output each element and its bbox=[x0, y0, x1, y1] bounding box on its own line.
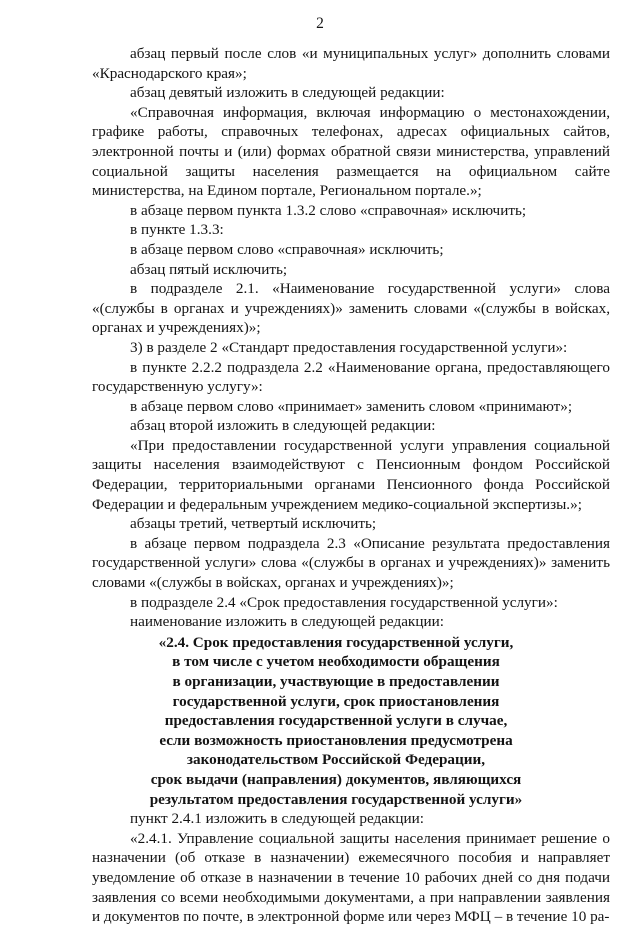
paragraph: «При предоставлении государственной услуги управления социальной защиты населения взаимодействуют с Пенсионным фондом Российской Федерации, территориальными органами Пенсионного фонда Российской Федерации и федеральным учреждением медико-социальной экспертизы.»; bbox=[92, 436, 610, 513]
paragraph: в абзаце первом пункта 1.3.2 слово «справочная» исключить; bbox=[130, 201, 527, 219]
document-body bbox=[92, 44, 610, 927]
heading-line: результатом предоставления государственной услуги» bbox=[149, 790, 523, 808]
heading-line: государственной услуги, срок приостановления bbox=[172, 692, 500, 710]
paragraph: «Справочная информация, включая информацию о местонахождении, графике работы, справочных телефонах, адресах официальных сайтов, электронной почты и (или) формах обратной связи министерства, управлений социальной защиты населения размещается на официальном сайте министерства, на Едином портале, Региональном портале.»; bbox=[92, 103, 610, 200]
paragraph: в подразделе 2.4 «Срок предоставления государственной услуги»: bbox=[130, 593, 558, 611]
heading-line: в том числе с учетом необходимости обращения bbox=[172, 653, 500, 671]
paragraph: абзац первый после слов «и муниципальных услуг» дополнить словами «Краснодарского края»; bbox=[92, 45, 610, 82]
paragraph: наименование изложить в следующей редакции: bbox=[130, 613, 444, 631]
paragraph: абзац второй изложить в следующей редакции: bbox=[130, 417, 436, 435]
paragraph: в абзаце первом слово «справочная» исключить; bbox=[130, 240, 444, 258]
paragraph: пункт 2.4.1 изложить в следующей редакции: bbox=[130, 810, 424, 828]
heading-line: предоставления государственной услуги в случае, bbox=[164, 712, 508, 730]
paragraph: абзацы третий, четвертый исключить; bbox=[130, 515, 377, 533]
paragraph: в абзаце первом подраздела 2.3 «Описание результата предоставления государственной услуги» слова «(службы в органах и учреждениях)» заменить словами «(службы в войсках, органах и учреждениях)»; bbox=[92, 534, 610, 592]
paragraph: в абзаце первом слово «принимает» заменить словом «принимают»; bbox=[130, 397, 573, 415]
paragraph: в подразделе 2.1. «Наименование государственной услуги» слова «(службы в органах и учреждениях)» заменить словами «(службы в войсках, органах и учреждениях)»; bbox=[92, 280, 610, 337]
paragraph: в пункте 2.2.2 подраздела 2.2 «Наименование органа, предоставляющего государственную услугу»: bbox=[92, 358, 610, 396]
page-number: 2 bbox=[316, 15, 324, 32]
paragraph: абзац девятый изложить в следующей редакции: bbox=[130, 84, 445, 102]
paragraph: в пункте 1.3.3: bbox=[130, 221, 224, 239]
heading-line: законодательством Российской Федерации, bbox=[186, 751, 486, 769]
paragraph: абзац пятый исключить; bbox=[130, 260, 288, 278]
paragraph: 3) в разделе 2 «Стандарт предоставления государственной услуги»: bbox=[130, 338, 568, 356]
heading-line: если возможность приостановления предусмотрена bbox=[159, 731, 513, 749]
paragraph: «2.4.1. Управление социальной защиты населения принимает решение о назначении (об отказе в назначении) ежемесячного пособия и направляет уведомление об отказе в назначении в течение 10 рабочих дней со дня подачи заявления со всеми необходимыми документами, а при направлении заявления и документов по почте, в электронной форме или через МФЦ – в течение 10 ра- bbox=[92, 829, 610, 926]
heading-line: срок выдачи (направления) документов, являющихся bbox=[150, 770, 522, 788]
heading-line: в организации, участвующие в предоставлении bbox=[172, 673, 500, 690]
section-heading bbox=[92, 633, 610, 809]
heading-line: «2.4. Срок предоставления государственной услуги, bbox=[158, 633, 514, 651]
